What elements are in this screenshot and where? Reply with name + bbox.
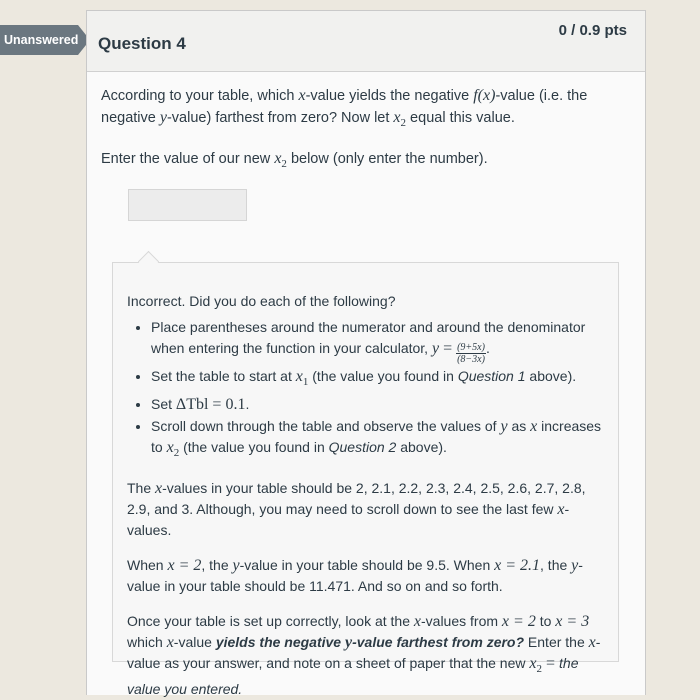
- question-prompt: According to your table, which x-value yields the negative f(x)-value (i.e. the negative y-value) farthest from zero? Now let $x_2$ equal this value.: [101, 87, 588, 129]
- question-instruction: Enter the value of our new $x_2$ below (only enter the number).: [101, 149, 488, 170]
- function-fraction: $\frac{(9+5x)}{(8-3x)}$: [457, 342, 485, 365]
- feedback-intro: Incorrect. Did you do each of the following?: [127, 293, 396, 309]
- list-item: • Scroll down through the table and observe the values of y as x increases to $x_2$ (the value you found in Question 2 above).: [151, 416, 612, 464]
- answer-input[interactable]: [128, 189, 247, 221]
- question-title: Question 4: [98, 34, 186, 53]
- question-points: 0 / 0.9 pts: [558, 22, 627, 39]
- feedback-paragraph-answer: Once your table is set up correctly, look at the x-values from x = 2 to x = 3 which x-value yields the negative y-value farthest from zero? Enter the x-value as your answer, and note on a sheet of paper that the new $x_2$ = the value you entered.: [127, 612, 601, 698]
- feedback-box: [112, 262, 619, 698]
- question-text: [101, 85, 601, 175]
- feedback-paragraph-xvalues: The x-values in your table should be 2, 2.1, 2.2, 2.3, 2.4, 2.5, 2.6, 2.7, 2.8, 2.9, and 3. Although, you may need to scroll down to see the last few x-values.: [127, 479, 586, 538]
- feedback-paragraph-yvalues: When x = 2, the y-value in your table should be 9.5. When x = 2.1, the y-value in your table should be 11.471. And so on and so forth.: [127, 556, 583, 594]
- unanswered-status-tab: Unanswered: [0, 25, 78, 55]
- feedback-checklist: [127, 317, 612, 464]
- list-item: • Set the table to start at $x_1$ (the value you found in Question 1 above).: [151, 366, 612, 393]
- question-header: [87, 11, 645, 72]
- list-item: • Place parentheses around the numerator and around the denominator when entering the function in your calculator, y = $\frac{(9+5x)}{(8-3x)}$ .: [151, 317, 612, 365]
- list-item: • Set ΔTbl = 0.1.: [151, 394, 612, 415]
- question-card: [86, 10, 646, 698]
